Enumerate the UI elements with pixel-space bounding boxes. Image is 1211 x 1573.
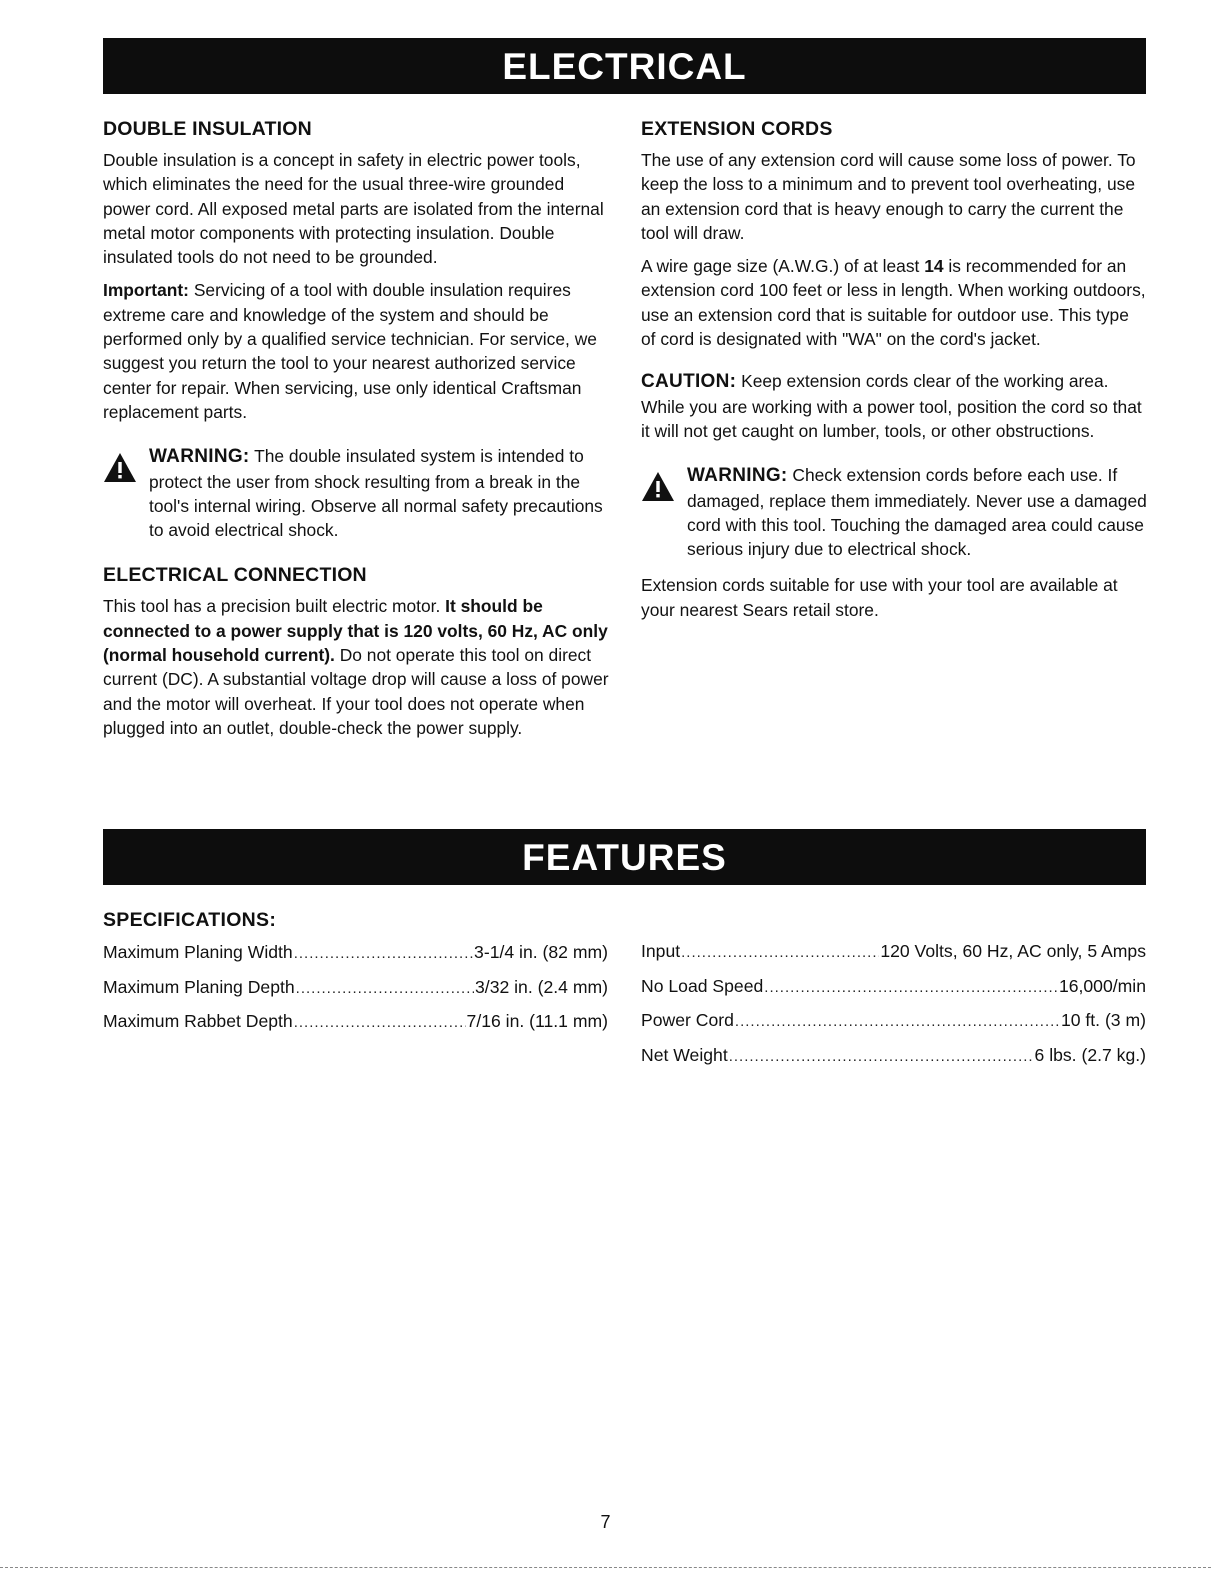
page-bottom-edge xyxy=(0,1567,1211,1568)
spec-row xyxy=(641,1045,1146,1067)
extension-cords-warning xyxy=(641,463,1147,561)
important-label: Important: xyxy=(103,280,189,301)
caution-paragraph xyxy=(641,369,1147,443)
spec-value: 3-1/4 in. (82 mm) xyxy=(474,942,608,962)
warning-text: Check extension cords before each use. If damaged, replace them immediately. Never use a damaged cord with this tool. Touching the damaged area could cause serious injury due to electrical shock. xyxy=(687,465,1147,560)
electrical-right-column xyxy=(641,118,1147,631)
spec-label: Power Cord xyxy=(641,1010,734,1030)
spec-label: Maximum Planing Width xyxy=(103,942,293,962)
spec-row xyxy=(103,1011,608,1033)
leader-dots xyxy=(681,943,879,963)
spec-label: Input xyxy=(641,941,681,961)
spec-value: 7/16 in. (11.1 mm) xyxy=(466,1011,608,1031)
spec-row xyxy=(641,1010,1146,1032)
electrical-banner: ELECTRICAL xyxy=(103,38,1146,94)
leader-dots xyxy=(294,944,473,964)
extension-cords-paragraph-2 xyxy=(641,254,1147,351)
awg-text-end: is recommended for an extension cord 100 feet or less in length. When working outdoors, use an extension cord that is suitable for outdoor use. This type of cord is designated with "WA" on the cord's jacket. xyxy=(641,256,1146,350)
double-insulation-paragraph: Double insulation is a concept in safety in electric power tools, which eliminates the need for the usual three-wire grounded power cord. All exposed metal parts are isolated from the internal metal motor components with protecting insulation. Double insulated tools do not need to be grounded. xyxy=(103,150,604,268)
spec-value: 10 ft. (3 m) xyxy=(1060,1010,1146,1030)
specifications-left xyxy=(103,909,608,1046)
connection-text-start: This tool has a precision built electric motor. xyxy=(103,596,446,617)
awg-value: 14 xyxy=(924,256,944,277)
electrical-connection-heading: ELECTRICAL CONNECTION xyxy=(103,564,367,587)
leader-dots xyxy=(735,1012,1060,1032)
caution-label: CAUTION: xyxy=(641,371,737,393)
spec-row xyxy=(103,977,608,999)
spec-row xyxy=(641,941,1146,963)
spec-label: No Load Speed xyxy=(641,975,764,996)
warning-triangle-icon xyxy=(641,471,675,502)
spec-value: 120 Volts, 60 Hz, AC only, 5 Amps xyxy=(880,941,1146,961)
spec-row xyxy=(103,942,608,964)
warning-label: WARNING: xyxy=(687,465,788,487)
spec-label: Maximum Planing Depth xyxy=(103,976,295,997)
page-number: 7 xyxy=(600,1512,611,1532)
extension-cords-heading: EXTENSION CORDS xyxy=(641,118,833,140)
extension-cords-availability: Extension cords suitable for use with your tool are available at your nearest Sears retail store. xyxy=(641,575,1118,620)
important-text: Servicing of a tool with double insulation requires extreme care and knowledge of the system and should be performed only by a qualified service technician. For service, we suggest you return the tool to your nearest authorized service center for repair. When servicing, use only identical Craftsman replacement parts. xyxy=(103,280,597,422)
spec-row xyxy=(641,976,1146,998)
specifications-title: SPECIFICATIONS: xyxy=(103,909,277,931)
connection-text-end: Do not operate this tool on direct current (DC). A substantial voltage drop will cause a loss of power and the motor will overheat. If your tool does not operate when plugged into an outlet, double-check the power supply. xyxy=(103,645,609,738)
extension-cords-paragraph-1: The use of any extension cord will cause some loss of power. To keep the loss to a minimum and to prevent tool overheating, use an extension cord that is heavy enough to carry the current the tool will draw. xyxy=(641,150,1136,243)
specifications-right xyxy=(641,941,1146,1079)
features-banner: FEATURES xyxy=(103,829,1146,885)
electrical-connection-paragraph xyxy=(103,594,609,740)
spec-value: 3/32 in. (2.4 mm) xyxy=(475,976,608,997)
double-insulation-warning xyxy=(103,444,609,542)
spec-value: 16,000/min xyxy=(1058,975,1146,996)
warning-label: WARNING: xyxy=(149,446,250,468)
caution-text: Keep extension cords clear of the working area. While you are working with a power tool, position the cord so that it will not get caught on lumber, tools, or other obstructions. xyxy=(641,371,1142,441)
spec-label: Maximum Rabbet Depth xyxy=(103,1011,293,1031)
connection-text-bold: It should be connected to a power supply that is 120 volts, 60 Hz, AC only (normal household current). xyxy=(103,596,608,666)
important-paragraph xyxy=(103,278,609,424)
leader-dots xyxy=(296,979,474,999)
awg-text-start: A wire gage size (A.W.G.) of at least xyxy=(641,256,925,277)
electrical-left-column xyxy=(103,118,609,749)
spec-label: Net Weight xyxy=(641,1044,728,1065)
warning-triangle-icon xyxy=(103,452,137,483)
leader-dots xyxy=(764,978,1058,998)
leader-dots xyxy=(729,1047,1034,1067)
double-insulation-heading: DOUBLE INSULATION xyxy=(103,118,312,140)
leader-dots xyxy=(294,1013,466,1033)
warning-text: The double insulated system is intended to protect the user from shock resulting from a break in the tool's internal wiring. Observe all normal safety precautions to avoid electrical shock. xyxy=(149,446,603,541)
spec-value: 6 lbs. (2.7 kg.) xyxy=(1034,1044,1146,1065)
